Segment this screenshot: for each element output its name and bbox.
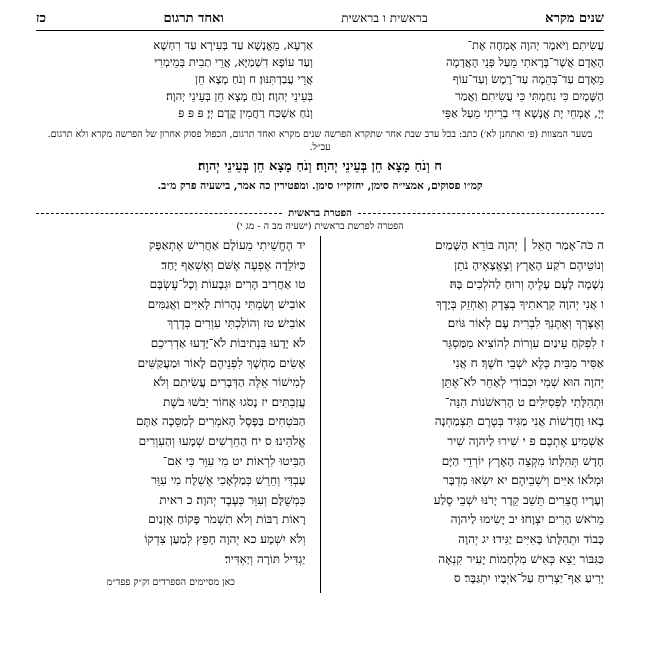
haftarah-title-row [36,208,604,219]
title-rule-right [358,213,604,214]
haftarah-line: אַשְׁמִיעַ אֶתְכֶם׃ פ י שִׁירוּ לַיהוָה שִׁיר [447,433,604,448]
section-label: בראשית ו בראשית [341,11,428,25]
haftarah-line: וְנוֹטֵיהֶם רֹקַע הָאָרֶץ וְצֶאֱצָאֶיהָ נֹתֵן [454,257,604,272]
haftarah-line: וְלֹא יִשְׁמָע׃ כא יְהוָה חָפֵץ לְמַעַן צִדְקוֹ [144,531,306,546]
haftarah-line: מֵרֹאשׁ הָרִים יִצְוָחוּ׃ יב יָשִׂימוּ לַיהוָה [450,512,604,527]
haftarah-line: אָשִׂים מַחְשָׁךְ לִפְנֵיהֶם לָאוֹר וּמַעֲקַשִּׁים [137,355,306,370]
haftarah-line: חָדָשׁ תְּהִלָּתוֹ מִקְצֵה הָאָרֶץ יוֹרְדֵי הַיָּם [441,453,604,468]
haftarah-line: וְעָרָיו חֲצֵרִים תֵּשֵׁב קֵדָר יָרֹנּוּ יֹשְׁבֵי סֶלַע [433,492,604,507]
haftarah-line: אֱלֹהֵינוּ׃ ס יח הַחֵרְשִׁים שְׁמָעוּ וְהַעִוְרִים [138,433,306,448]
onkelos-line: הַשָּׁמָיִם כִּי נִחַמְתִּי כִּי עֲשִׂיתִם׃ וַאֲמַר [455,89,604,103]
haftarah-line: בָאוּ וַחֲדָשׁוֹת אֲנִי מַגִּיד בְּטֶרֶם תִּצְמַחְנָה [434,414,604,429]
haftarah-line: עַבְדִּי וְחֵרֵשׁ כְּמַלְאָכִי אֶשְׁלָח מִי עִוֵּר [151,473,306,488]
column-divider [320,236,321,593]
haftarah-line: ו אֲנִי יְהוָה קְרָאתִיךָ בְצֶדֶק וְאַחְזֵק בְּיָדֶךָ [435,296,604,311]
onkelos-line: הָאָדָם אֲשֶׁר־בָּרָאתִי מֵעַל פְּנֵי הָאֲדָמָה [445,55,604,69]
haftarah-line: ה כֹּה־אָמַר הָאֵל ׀ יְהוָה בּוֹרֵא הַשָּׁמַיִם [435,238,604,252]
onkelos-section [36,37,604,122]
haftarah-line: כָּבוֹד וּתְהִלָּתוֹ בָּאִיִּים יַגִּידוּ׃ יג יְהוָה [458,531,604,546]
haftarah-section [36,236,604,593]
haftarah-line: יַגְדִּיל תּוֹרָה וְיַאְדִּיר׃ [224,551,306,566]
haftarah-end-note: כאן מסיימים הספרדים וק״ק פפד״מ [106,577,235,589]
haftarah-right-column [334,236,604,593]
haftarah-left-column [36,236,306,593]
haftarah-line: רָאוֹת רַבּוֹת וְלֹא תִשְׁמֹר פָּקוֹחַ אָזְנַיִם [148,512,306,527]
haftarah-line: כַּיּוֹלֵדָה אֶפְעֶה אֶשֹּׁם וְאֶשְׁאַף יָחַד׃ [161,257,306,272]
haftarah-line: טו אַחֲרִיב הָרִים וּגְבָעוֹת וְכָל־עֶשְׂבָּם [149,277,306,292]
haftarah-line: לְמִישׁוֹר אֵלֶּה הַדְּבָרִים עֲשִׂיתִם וְלֹא [153,375,306,390]
haftarah-line: וְאֶצָּרְךָ וְאֶתֶּנְךָ לִבְרִית עָם לְאוֹר גּוֹיִם׃ [447,316,604,331]
haftarah-line: אוֹבִישׁ וְשַׂמְתִּי נְהָרוֹת לָאִיִּים וַאֲגַמִּים [147,296,306,311]
onkelos-line: וְעַד עוֹפָא דִשְׁמַיָּא, אֲרֵי תַבִית בְּמֵימְרִי [154,55,313,69]
haftarah-line: לֹא יָדָעוּ בִּנְתִיבוֹת לֹא־יָדְעוּ אַדְרִיכֵם [150,335,306,350]
haftarah-line: יד הֶחֱשֵׁיתִי מֵעוֹלָם אַחֲרִישׁ אֶתְאַפָּק [148,238,306,252]
onkelos-line: אֲרֵי עֲבַדְתִּנּוּן׃ ח וְנֹחַ מָצָא חֵן [195,72,313,86]
shaar-hamitzvot-notice: בשער המצוות (פ׳ ואתחנן לא׳) כתב: בכל ערב שבת אחר שתקרא הפרשה שנים מקרא ואחד תרגום, הכפול פסוק אחרון של הפרשה מקרא ולא תרגום. עכ״ל. [47,129,593,153]
haftarah-line: הַבִּיטוּ לִרְאוֹת׃ יט מִי עִוֵּר כִּי אִם־ [162,453,306,468]
haftarah-line: יָרִיעַ אַף־יַצְרִיחַ עַל־אֹיְבָיו יִתְגַּבָּר׃ ס [453,571,604,586]
parasha-summary: קמ״ו פסוקים, אמצי״ה סימן, יחזקי״ו סימן. ומפטירין כה אמר, בישעיה פרק מ״ב. [157,180,483,192]
haftarah-line: כִּמְשֻׁלָּם וְעִוֵּר כְּעֶבֶד יְהוָה׃ כ ראית [159,492,306,507]
running-header [36,10,604,28]
page-number: כז [36,11,46,26]
verse-8-repeat: ח וְנֹחַ מָצָא חֵן בְּעֵינֵי יְהוָה׃ וְנֹחַ מָצָא חֵן בְּעֵינֵי יְהוָה׃ [198,159,442,174]
haftarah-line: יְהוָה הוּא שְׁמִי וּכְבוֹדִי לְאַחֵר לֹא־אֶתֵּן [441,375,604,390]
haftarah-line: אוֹבִישׁ׃ טז וְהוֹלַכְתִּי עִוְרִים בְּדֶרֶךְ [167,316,306,331]
haftarah-line: ז לִפְקֹחַ עֵינַיִם עִוְרוֹת לְהוֹצִיא מִמַּסְגֵּר [442,335,604,350]
onkelos-line: בְּעֵינֵי יְהוָה׃ וְנֹחַ מָצָא חֵן בְּעֵינֵי יְהוָה׃ [166,89,313,103]
onkelos-line: מֵאָדָם עַד־בְּהֵמָה עַד־רֶמֶשׂ וְעַד־עוֹף [452,72,604,86]
translation-title: ואחד תרגום [163,11,224,26]
haftarah-line: נְשָׁמָה לָעָם עָלֶיהָ וְרוּחַ לַהֹלְכִים בָּהּ׃ [449,277,604,292]
haftarah-line: עֲזַבְתִּים׃ יז נָסֹגוּ אָחוֹר יֵבֹשׁוּ בֹשֶׁת [162,394,306,409]
book-title: שנים מקרא [545,11,604,26]
onkelos-right-column [327,37,604,122]
title-rule-left [36,213,282,214]
onkelos-left-column [36,37,313,122]
haftarah-line: אַסִּיר מִבֵּית כֶּלֶא יֹשְׁבֵי חֹשֶׁךְ׃ ח אֲנִי [452,355,604,370]
haftarah-line: הַבֹּטְחִים בַּפָּסֶל הָאֹמְרִים לְמַסֵּכָה אַתֶּם [136,414,306,429]
haftarah-title: הפטרת בראשית [288,208,352,219]
header-rule [36,30,604,31]
onkelos-line: עֲשִׂיתִם׃ וַיֹּאמֶר יְהוָה אֶמְחֶה אֶת־ [467,38,604,52]
haftarah-line: וּמְלֹאוֹ אִיִּים וְיֹשְׁבֵיהֶם׃ יא יִשְׂאוּ מִדְבָּר [443,473,604,488]
haftarah-line: כַּגִּבּוֹר יֵצֵא כְּאִישׁ מִלְחָמוֹת יָעִיר קִנְאָה [438,551,604,566]
onkelos-line: יְיָ, אֶמְחֵי יָת אֱנָשָׁא דִּי בְרֵיתִי מֵעַל אַפֵּי [442,106,604,120]
onkelos-line: וְנֹחַ אַשְׁכַּח רַחֲמִין קֳדָם יְיָ׃ פּ פּ פּ [178,106,313,120]
haftarah-line: וּתְהִלָּתִי לַפְּסִילִים׃ ט הָרִאשֹׁנוֹת הִנֵּה־ [444,394,604,409]
haftarah-subtitle: הפטרה לפרשת בראשית (ישעיה מב ה - מג י) [236,221,404,232]
onkelos-line: אַרְעָא, מֵאֱנָשָׁא עַד בְּעִירָא עַד רִחְשָׁא [153,38,313,52]
